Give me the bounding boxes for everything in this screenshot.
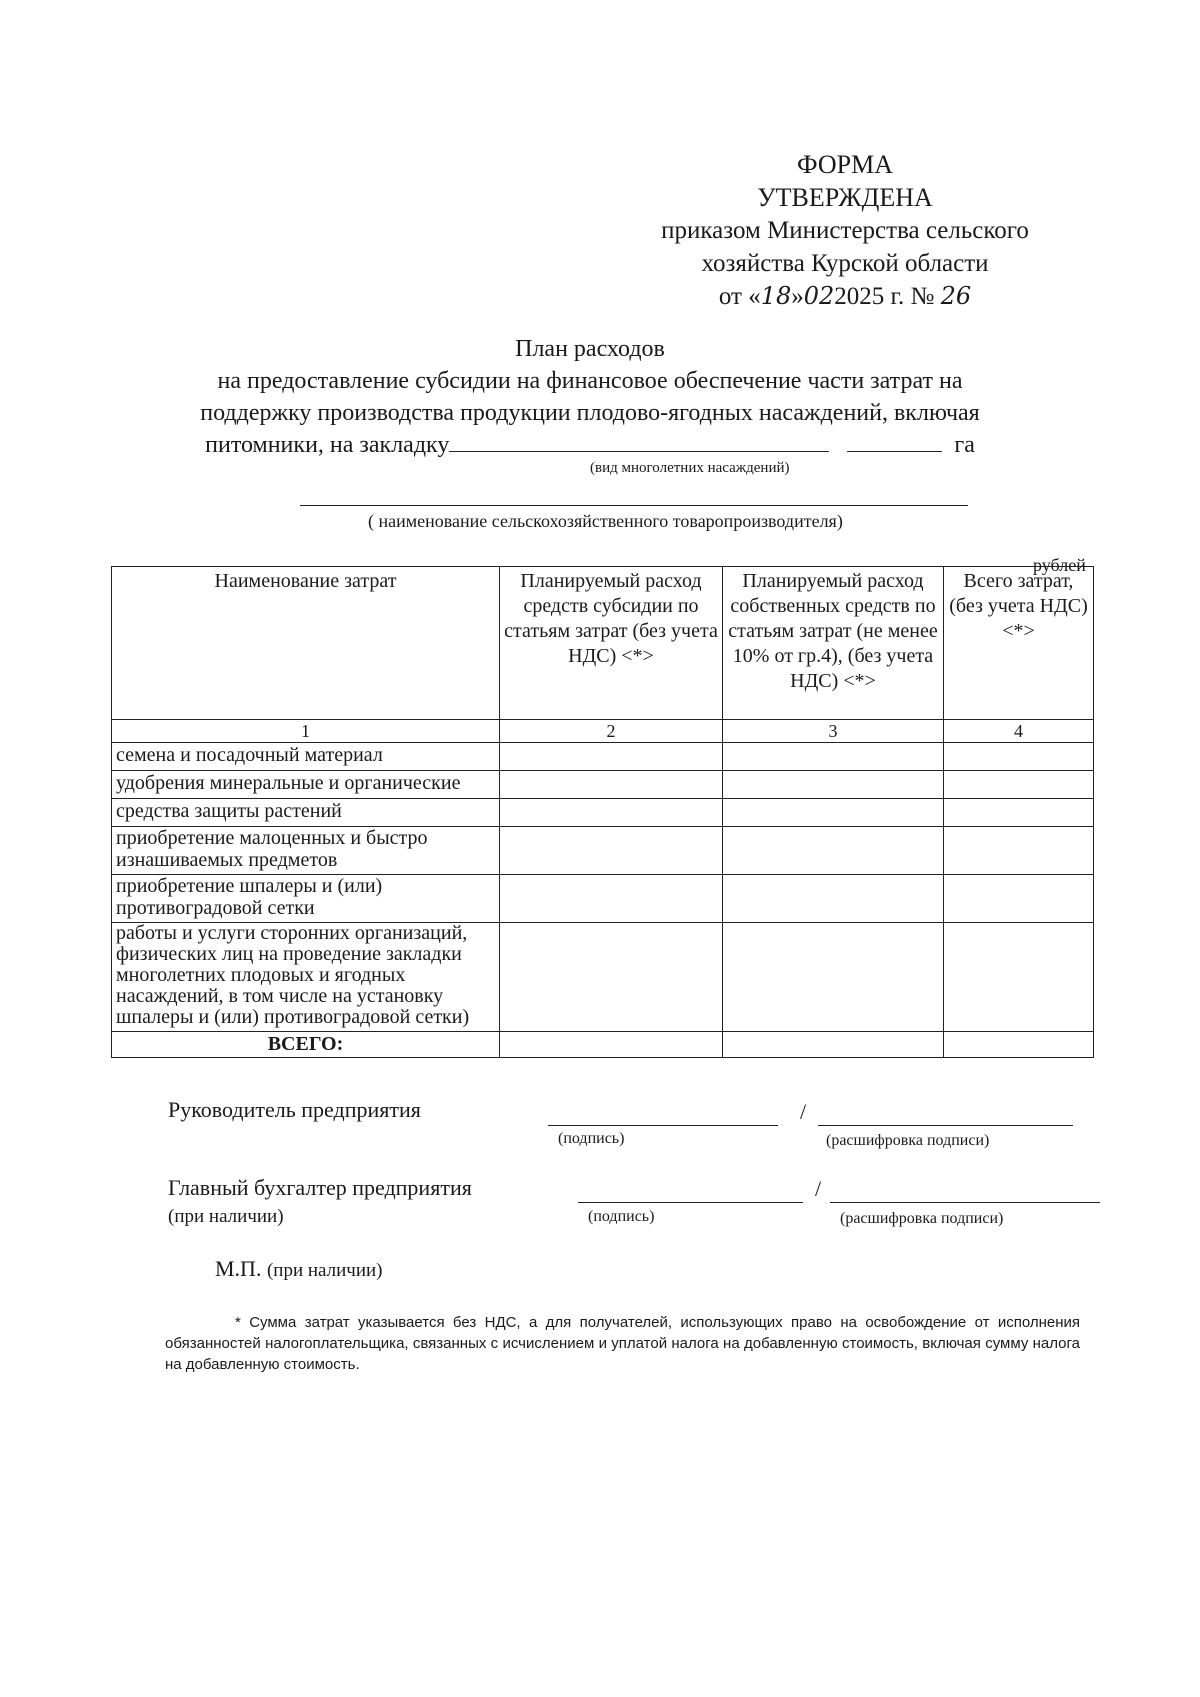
head-decode-caption: (расшифровка подписи)	[826, 1132, 990, 1149]
column-number: 4	[944, 720, 1094, 743]
producer-name-blank[interactable]	[300, 505, 968, 506]
header-cost-name: Наименование затрат	[112, 567, 500, 720]
cell-total[interactable]	[944, 799, 1094, 827]
planting-type-blank[interactable]	[449, 429, 829, 452]
cell-subsidy[interactable]	[500, 923, 723, 1032]
cell-subsidy[interactable]	[500, 771, 723, 799]
accountant-decode-caption: (расшифровка подписи)	[840, 1210, 1004, 1227]
stamp-label: М.П.	[215, 1256, 262, 1281]
stamp-line	[215, 1256, 383, 1282]
cell-own-funds[interactable]	[723, 827, 944, 875]
cell-subsidy[interactable]	[500, 799, 723, 827]
cell-own-funds[interactable]	[723, 743, 944, 771]
title-line-2: на предоставление субсидии на финансовое обеспечение части затрат на	[217, 368, 963, 394]
head-label: Руководитель предприятия	[168, 1097, 421, 1122]
cell-total[interactable]	[944, 743, 1094, 771]
cell-own-funds[interactable]	[723, 799, 944, 827]
accountant-decode-line[interactable]	[830, 1202, 1100, 1203]
column-number: 3	[723, 720, 944, 743]
total-all-cell[interactable]	[944, 1032, 1094, 1058]
cell-total[interactable]	[944, 923, 1094, 1032]
column-number: 2	[500, 720, 723, 743]
approval-block	[590, 148, 1100, 313]
column-number-row	[112, 720, 1094, 743]
head-signature-line[interactable]	[548, 1125, 778, 1126]
head-slash: /	[800, 1099, 807, 1124]
total-label: ВСЕГО:	[112, 1032, 500, 1058]
footnote: * Сумма затрат указывается без НДС, а для получателей, использующих право на освобождение от исполнения обязанностей налогоплательщика, связанных с исчислением и уплатой налога на добавленную стоимость, включая сумму налога на добавленную стоимость.	[165, 1314, 1080, 1373]
table-row	[112, 743, 1094, 771]
head-signature-caption: (подпись)	[558, 1130, 625, 1147]
accountant-note: (при наличии)	[168, 1206, 284, 1227]
row-label: приобретение малоценных и быстро изнашиваемых предметов	[112, 827, 500, 875]
cell-total[interactable]	[944, 827, 1094, 875]
accountant-label: Главный бухгалтер предприятия	[168, 1175, 472, 1200]
header-total: Всего затрат, (без учета НДС) <*>	[944, 567, 1094, 720]
document-title	[110, 333, 1070, 461]
cell-own-funds[interactable]	[723, 875, 944, 923]
stamp-note: (при наличии)	[266, 1260, 383, 1281]
table-row	[112, 923, 1094, 1032]
approval-date-line: от «18»022025 г. № 26	[718, 282, 972, 310]
cell-subsidy[interactable]	[500, 827, 723, 875]
approval-approved-label: УТВЕРЖДЕНА	[757, 183, 933, 212]
title-heading: План расходов	[515, 336, 665, 362]
table-header-row	[112, 567, 1094, 720]
planting-type-caption: (вид многолетних насаждений)	[590, 460, 790, 476]
table-row	[112, 827, 1094, 875]
row-label: приобретение шпалеры и (или) противоградовой сетки	[112, 875, 500, 923]
cell-subsidy[interactable]	[500, 743, 723, 771]
header-subsidy: Планируемый расход средств субсидии по статьям затрат (без учета НДС) <*>	[500, 567, 723, 720]
row-label: работы и услуги сторонних организаций, физических лиц на проведение закладки многолетних плодовых и ягодных насаждений, в том числе на установку шпалеры и (или) противоградовой сетки)	[112, 923, 500, 1032]
approval-ministry-text: хозяйства Курской области	[701, 250, 989, 277]
title-line-3: поддержку производства продукции плодово-ягодных насаждений, включая	[200, 400, 980, 426]
head-decode-line[interactable]	[818, 1125, 1073, 1126]
cell-own-funds[interactable]	[723, 923, 944, 1032]
handwritten-day: 18	[760, 282, 792, 310]
handwritten-month: 02	[803, 282, 835, 310]
cell-total[interactable]	[944, 771, 1094, 799]
row-label: семена и посадочный материал	[112, 743, 500, 771]
cell-subsidy[interactable]	[500, 875, 723, 923]
table-total-row	[112, 1032, 1094, 1058]
title-line-4: питомники, на закладку га	[110, 429, 1070, 461]
total-own-funds-cell[interactable]	[723, 1032, 944, 1058]
header-own-funds: Планируемый расход собственных средств по статьям затрат (не менее 10% от гр.4), (без учета НДС) <*>	[723, 567, 944, 720]
approval-order-text: приказом Министерства сельского	[661, 217, 1029, 244]
column-number: 1	[112, 720, 500, 743]
accountant-signature-caption: (подпись)	[588, 1208, 655, 1225]
approval-form-label: ФОРМА	[797, 150, 893, 179]
hectare-blank[interactable]	[847, 429, 942, 452]
table-row	[112, 875, 1094, 923]
accountant-slash: /	[815, 1176, 822, 1201]
cell-own-funds[interactable]	[723, 771, 944, 799]
handwritten-order-number: 26	[940, 282, 972, 310]
table-row	[112, 771, 1094, 799]
expense-table	[111, 566, 1094, 1058]
producer-name-caption: ( наименование сельскохозяйственного товаропроизводителя)	[368, 511, 843, 531]
row-label: средства защиты растений	[112, 799, 500, 827]
accountant-signature-line[interactable]	[578, 1202, 803, 1203]
total-subsidy-cell[interactable]	[500, 1032, 723, 1058]
table-row	[112, 799, 1094, 827]
row-label: удобрения минеральные и органические	[112, 771, 500, 799]
units-label: рублей	[1033, 555, 1086, 575]
cell-total[interactable]	[944, 875, 1094, 923]
